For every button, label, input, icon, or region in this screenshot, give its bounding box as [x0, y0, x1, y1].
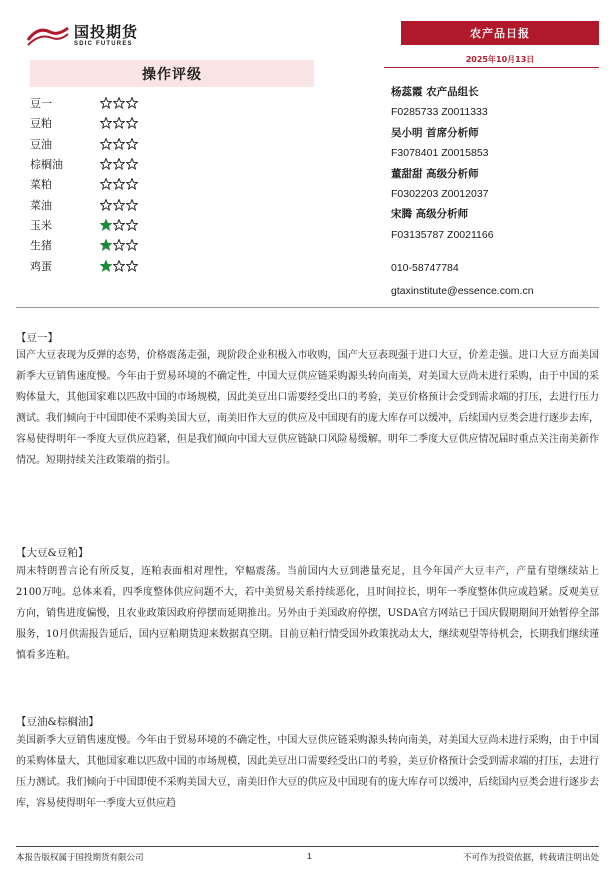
page-number: 1 [307, 851, 312, 861]
star-filled-icon [100, 260, 112, 272]
footer-divider [16, 846, 599, 847]
rating-commodity-name: 豆油 [30, 137, 52, 151]
star-outline-icon [100, 138, 112, 150]
section-text-soybean-meal: 周末特朗普言论有所反复，连粕表面相对理性，窄幅震荡。当前国内大豆到港量充足，且今年国产大豆丰产，产量有望继续站上2100万吨。总体来看，四季度整体供应问题不大，若中美贸易关系持续恶化，且时间拉长，明年一季度整体供应或趋紧。反观美豆方向，销售进度偏慢，且农业政策因政府停摆而延期推出。另外由于美国政府停摆，USDA官方网站已于国庆假期期间开始暂停全部服务，10月供需报告延后，国内豆粕期货迎来数据真空期。目前豆粕行情受国外政策扰动太大，继续观望等待机会，长期我们继续谨慎看多连粕。 [16, 566, 599, 661]
rating-row [30, 194, 230, 214]
rating-stars [100, 178, 138, 190]
rating-stars [100, 260, 138, 272]
report-type-banner: 农产品日报 [401, 21, 599, 45]
star-outline-icon [126, 97, 138, 109]
star-outline-icon [113, 199, 125, 211]
footer-disclaimer: 不可作为投资依据，转载请注明出处 [462, 853, 599, 863]
section-text-soyoil-palm: 美国新季大豆销售速度慢。今年由于贸易环境的不确定性，中国大豆供应链采购源头转向南美，对美国大豆尚未进行采购，由于中国的采购体量大，其他国家难以匹敌中国的市场规模，因此美豆出口需要经受出口的考验，美豆价格预计会受到需求端的打压，去进行压力测试。我们倾向于中国即使不采购美国大豆，南美旧作大豆的供应及中国现有的庞大库存可以缓冲，后续国内豆类会进行逐步去库，容易使得明年一季度大豆供应趋 [16, 735, 599, 809]
rating-stars [100, 158, 138, 170]
rating-commodity-name: 棕榈油 [30, 158, 63, 172]
logo-chinese-name: 国投期货 [74, 23, 139, 41]
rating-stars [100, 97, 138, 109]
footer-copyright: 本报告版权属于国投期货有限公司 [16, 853, 144, 863]
analyst-name-title: 杨蕊霞 农产品组长 [391, 86, 479, 98]
analyst-name-title: 吴小明 首席分析师 [391, 126, 479, 139]
section-heading-soyoil-palm: 【豆油&棕榈油】 [16, 716, 99, 728]
section-text-soybean-one: 国产大豆表现为反弹的态势，价格震荡走强，现阶段企业积极入市收购，国产大豆表现强于进口大豆，价差走强。进口大豆方面美国新季大豆销售速度慢。今年由于贸易环境的不确定性，中国大豆供应链采购源头转向南美，对美国大豆尚未进行采购，由于中国的采购体量大，其他国家难以匹敌中国的市场规模，因此美豆出口需要经受出口的考验，美豆价格预计会受到需求端的打压，去进行压力测试。我们倾向于中国即使不采购美国大豆，南美旧作大豆的供应及中国现有的庞大库存可以缓冲，后续国内豆类会进行逐步去库，容易使得明年一季度大豆供应趋紧，但是我们倾向中国大豆供应链缺口风险易缓解。明年二季度大豆供应情况届时重点关注南美新作情况。短期持续关注政策端的指引。 [16, 350, 599, 466]
star-outline-icon [126, 178, 138, 190]
section-heading-soybean-meal: 【大豆&豆粕】 [16, 547, 89, 559]
rating-list [30, 93, 230, 276]
rating-row [30, 215, 230, 235]
rating-commodity-name: 生猪 [30, 239, 52, 253]
rating-commodity-name: 豆粕 [30, 117, 52, 131]
analyst-name-title: 宋腾 高级分析师 [391, 208, 469, 221]
star-outline-icon [113, 117, 125, 129]
star-outline-icon [100, 97, 112, 109]
rating-stars [100, 117, 138, 129]
rating-row [30, 154, 230, 174]
star-outline-icon [100, 158, 112, 170]
report-date: 2025年10月13日 [465, 55, 535, 64]
rating-stars [100, 199, 138, 211]
section-divider [16, 307, 599, 308]
company-logo [26, 22, 138, 50]
analyst-name-title: 董甜甜 高级分析师 [391, 167, 479, 180]
star-outline-icon [113, 260, 125, 272]
star-filled-icon [100, 239, 112, 251]
star-outline-icon [113, 219, 125, 231]
contact-email[interactable]: gtaxinstitute@essence.com.cn [391, 285, 534, 297]
star-outline-icon [100, 199, 112, 211]
rating-row [30, 93, 230, 113]
section-heading-soybean-one: 【豆一】 [16, 332, 58, 344]
analyst-list [391, 82, 601, 245]
star-outline-icon [126, 239, 138, 251]
rating-commodity-name: 玉米 [30, 218, 52, 232]
star-outline-icon [113, 97, 125, 109]
rating-commodity-name: 豆一 [30, 97, 52, 111]
star-filled-icon [100, 219, 112, 231]
logo-mark-icon [26, 24, 70, 48]
rating-title: 操作评级 [30, 60, 314, 87]
analyst-license-id: F3078401 Z0015853 [391, 147, 489, 160]
analyst-license-id: F0285733 Z0011333 [391, 106, 488, 119]
star-outline-icon [113, 178, 125, 190]
rating-stars [100, 138, 138, 150]
star-outline-icon [113, 158, 125, 170]
star-outline-icon [100, 117, 112, 129]
rating-commodity-name: 鸡蛋 [30, 259, 52, 273]
star-outline-icon [126, 260, 138, 272]
analyst-license-id: F03135787 Z0021166 [391, 228, 494, 241]
rating-stars [100, 219, 138, 231]
logo-english-name: SDIC FUTURES [74, 41, 133, 47]
rating-stars [100, 239, 138, 251]
rating-row [30, 235, 230, 255]
contact-phone: 010-58747784 [391, 262, 459, 274]
rating-commodity-name: 菜粕 [30, 178, 52, 192]
star-outline-icon [126, 117, 138, 129]
star-outline-icon [126, 219, 138, 231]
star-outline-icon [126, 199, 138, 211]
rating-row [30, 174, 230, 194]
star-outline-icon [113, 239, 125, 251]
analyst-license-id: F0302203 Z0012037 [391, 187, 489, 200]
star-outline-icon [100, 178, 112, 190]
rating-commodity-name: 菜油 [30, 198, 52, 212]
star-outline-icon [126, 138, 138, 150]
header-divider [384, 67, 599, 68]
star-outline-icon [113, 138, 125, 150]
rating-row [30, 113, 230, 133]
star-outline-icon [126, 158, 138, 170]
rating-row [30, 134, 230, 154]
rating-row [30, 255, 230, 275]
